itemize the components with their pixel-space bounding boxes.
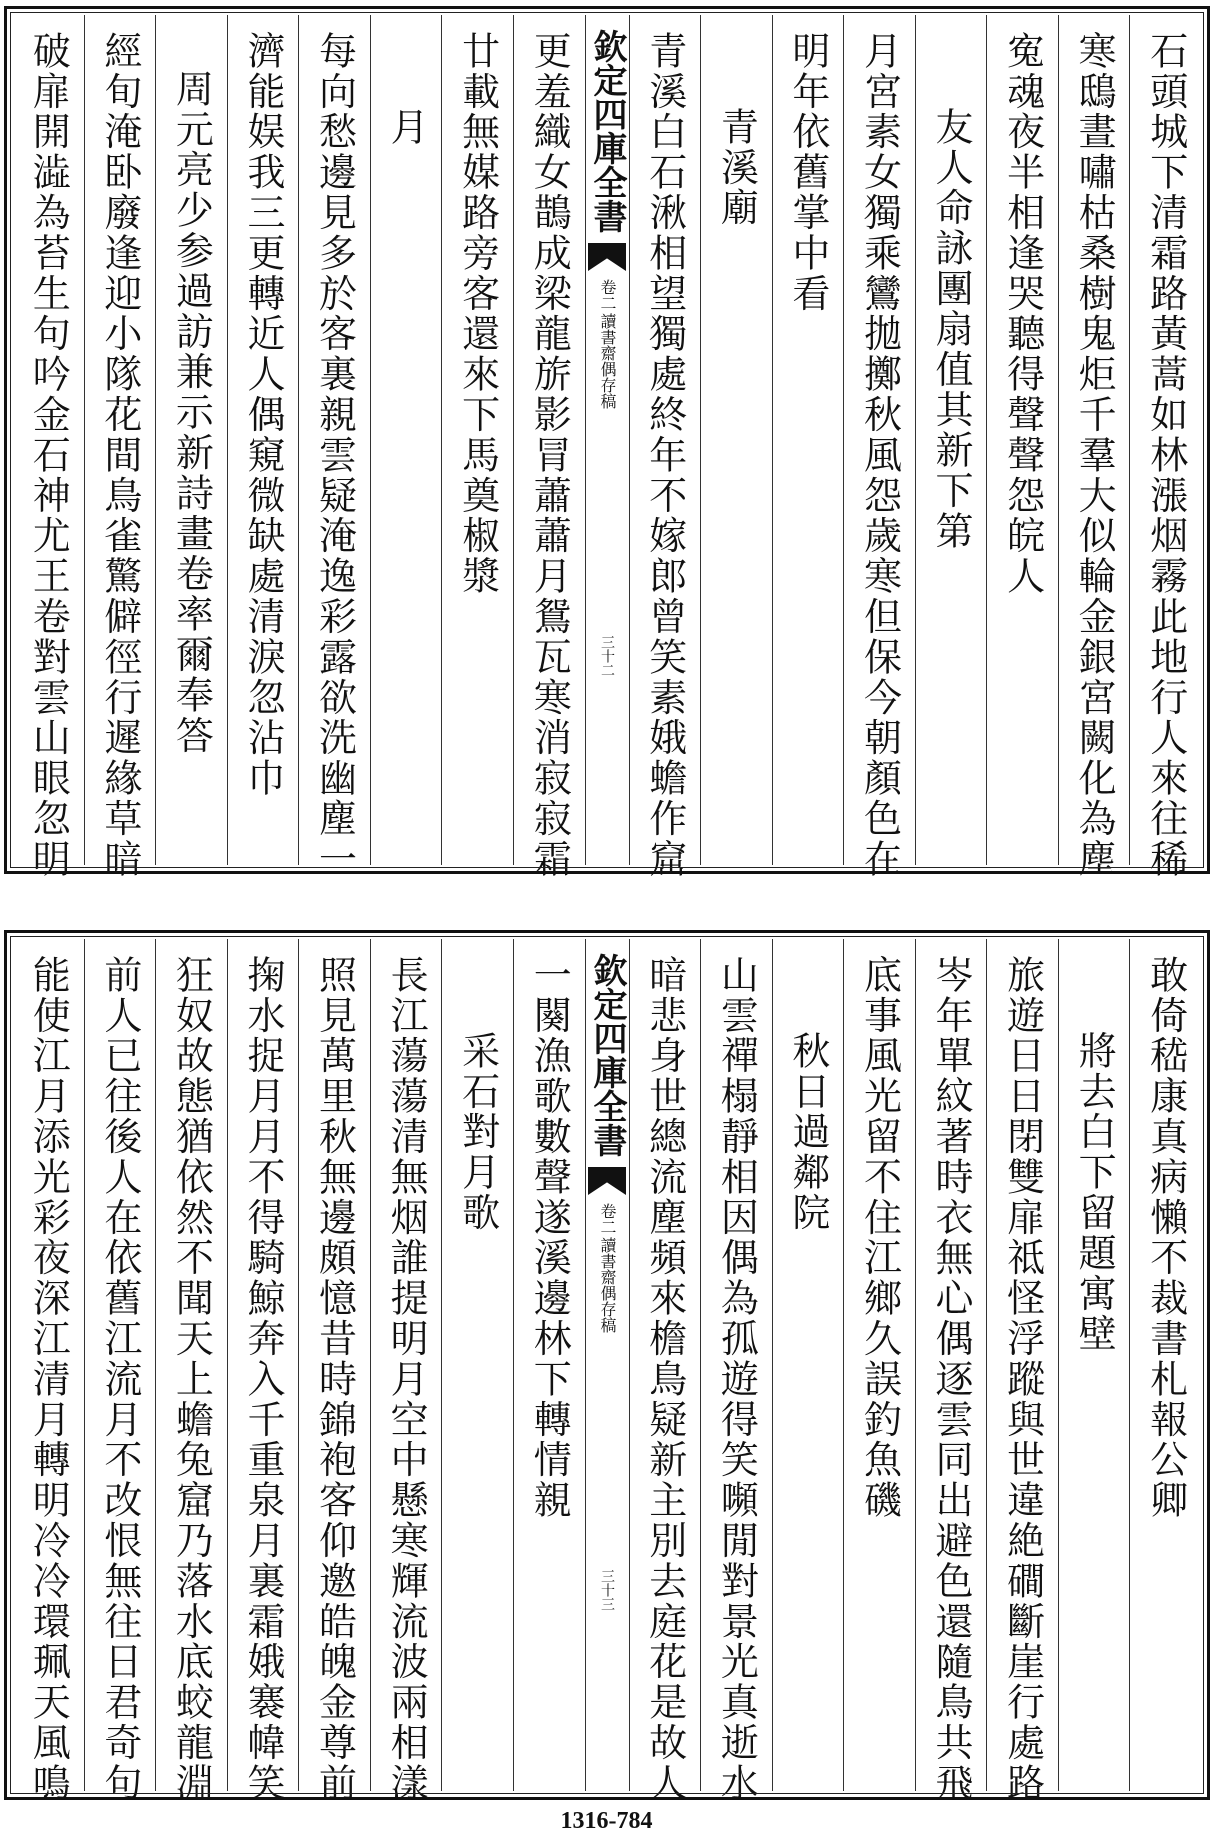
column-text: 石頭城下清霜路黃蒿如林漲烟霧此地行人來往稀	[1143, 31, 1188, 880]
text-column	[843, 939, 915, 1791]
poem-title-column	[155, 15, 227, 865]
fishtail-upper-icon	[588, 1167, 626, 1195]
book-info	[599, 1203, 615, 1333]
column-text: 掬水捉月月不得騎鯨奔入千重泉月裏霜娥褰幃笑	[240, 955, 285, 1804]
collection-title: 欽定四庫全書	[587, 29, 627, 233]
poem-title: 秋日過鄰院	[785, 1031, 830, 1233]
page-number: 三十二	[599, 635, 615, 677]
book-name: 讀書齋偶存稿	[598, 1237, 617, 1333]
poem-title: 采石對月歌	[455, 1031, 500, 1233]
column-text: 濟能娱我三更轉近人偶窺微缺處清淚忽沾巾	[240, 31, 285, 799]
text-column	[700, 939, 772, 1804]
column-text: 青溪白石湫相望獨處終年不嫁郎曾笑素娥蟾作窟	[642, 31, 687, 880]
text-column	[513, 939, 585, 1791]
column-text: 狂奴故態猶依然不聞天上蟾兔窟乃落水底蛟龍淵	[169, 955, 214, 1804]
column-text: 岑年單紋著時衣無心偶逐雲同出避色還隨鳥共飛	[929, 955, 974, 1804]
column-text: 暗悲身世總流塵頻來檐鳥疑新主別去庭花是故人	[642, 955, 687, 1804]
text-column	[986, 15, 1058, 865]
poem-title-column	[915, 15, 987, 865]
collection-title: 欽定四庫全書	[587, 953, 627, 1157]
column-text: 底事風光留不住江鄉久誤釣魚磯	[857, 955, 902, 1521]
text-column	[513, 15, 585, 880]
volume-label: 卷二	[598, 1203, 617, 1235]
column-text: 長江蕩蕩清無烟誰提明月空中懸寒輝流波兩相漾	[384, 955, 429, 1804]
column-text: 前人已往後人在依舊江流月不改恨無往日君奇句	[97, 955, 142, 1804]
text-column	[1129, 15, 1201, 880]
column-text: 能使江月添光彩夜深江清月轉明冷冷環珮天風鳴	[26, 955, 71, 1804]
text-column	[84, 15, 156, 880]
volume-label: 卷二	[598, 279, 617, 311]
text-column	[915, 939, 987, 1804]
column-text: 更羞織女鵲成梁龍旂影冐蕭蕭月鴛瓦寒消寂寂霜	[527, 31, 572, 880]
poem-title: 周元亮少参過訪兼示新詩畫卷率爾奉答	[169, 69, 214, 756]
column-text: 廿載無媒路旁客還來下馬奠椒漿	[455, 31, 500, 597]
book-name: 讀書齋偶存稿	[598, 313, 617, 409]
bottom-columns	[13, 939, 1201, 1804]
text-column	[84, 939, 156, 1804]
poem-title: 青溪廟	[714, 107, 759, 229]
text-column	[298, 939, 370, 1804]
page-number: 三十三	[599, 1569, 615, 1611]
column-text: 一闋漁歌數聲遂溪邊林下轉情親	[527, 955, 572, 1521]
column-text: 經旬淹卧廢逢迎小隊花間鳥雀驚僻徑行遲緣草暗	[97, 31, 142, 880]
text-column	[1129, 939, 1201, 1791]
poem-title-column	[772, 939, 844, 1791]
text-column	[227, 939, 299, 1804]
text-column	[986, 939, 1058, 1804]
text-column	[370, 939, 442, 1804]
text-column	[227, 15, 299, 865]
poem-title: 友人命詠團扇值其新下第	[929, 107, 974, 552]
text-column	[629, 15, 701, 880]
center-fold-column	[585, 939, 629, 1791]
poem-title-column	[700, 15, 772, 865]
column-text: 敢倚嵇康真病懶不裁書札報公卿	[1143, 955, 1188, 1521]
text-column	[298, 15, 370, 880]
poem-title-column	[370, 15, 442, 865]
text-column	[1058, 15, 1130, 880]
column-text: 月宮素女獨乘鸞拋擲秋風怨歲寒但保今朝顏色在	[857, 31, 902, 880]
text-column	[629, 939, 701, 1804]
poem-title: 月	[384, 107, 429, 148]
column-text: 照見萬里秋無邊頗憶昔時錦袍客仰邀皓魄金尊前	[312, 955, 357, 1804]
bottom-page	[4, 930, 1210, 1804]
poem-title-column	[1058, 939, 1130, 1791]
column-text: 破扉開澁為苔生句吟金石神尤王卷對雲山眼忽明	[26, 31, 71, 880]
column-text: 寃魂夜半相逢哭聽得聲聲怨皖人	[1000, 31, 1045, 597]
column-text: 山雲禪榻靜相因偶為孤遊得笑嚬閒對景光真逝水	[714, 955, 759, 1804]
text-column	[13, 939, 84, 1804]
top-page	[4, 6, 1210, 880]
text-column	[772, 15, 844, 865]
column-text: 旅遊日日閉雙扉祗怪浮蹤與世違絶磵斷崖行處路	[1000, 955, 1045, 1804]
top-columns	[13, 15, 1201, 880]
column-text: 明年依舊掌中看	[785, 31, 830, 314]
text-column	[13, 15, 84, 880]
poem-title-column	[441, 939, 513, 1791]
text-column	[155, 939, 227, 1804]
column-text: 寒鴟晝嘯枯桑樹鬼炬千羣大似輪金銀宮闕化為塵	[1072, 31, 1117, 880]
fishtail-upper-icon	[588, 243, 626, 271]
center-fold-column	[585, 15, 629, 865]
column-text: 每向愁邊見多於客裏親雲疑淹逸彩露欲洗幽塵一	[312, 31, 357, 880]
text-column	[843, 15, 915, 880]
poem-title: 將去白下留題寓壁	[1072, 1031, 1117, 1355]
catalog-page-number: 1316-784	[560, 1808, 653, 1834]
text-column	[441, 15, 513, 865]
book-info	[599, 279, 615, 409]
